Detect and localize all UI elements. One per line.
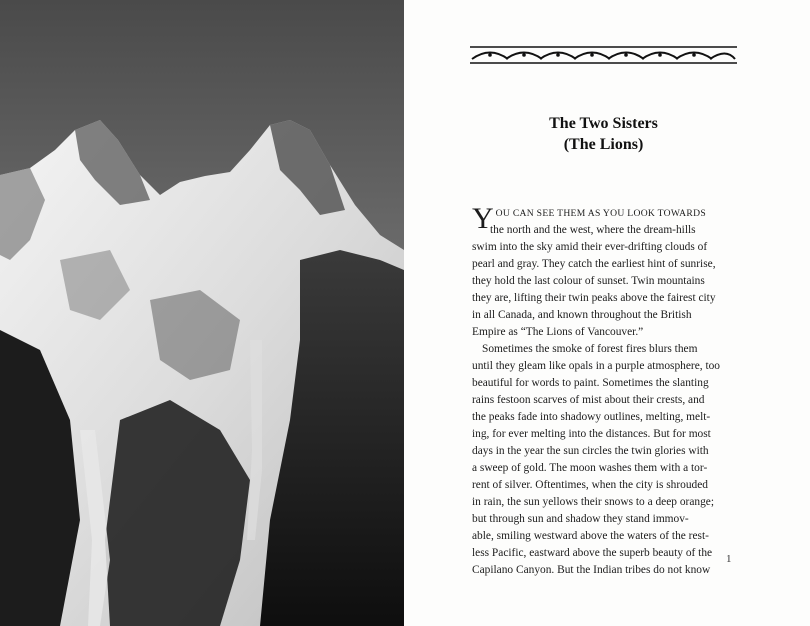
text-line: they hold the last colour of sunset. Twin mountains xyxy=(472,275,705,287)
mountain-photograph xyxy=(0,0,404,626)
text-line: swim into the sky amid their ever-drifting clouds of xyxy=(472,241,708,253)
text-line: but through sun and shadow they stand immov- xyxy=(472,513,689,525)
text-line: the north and the west, where the dream-hills xyxy=(490,224,696,236)
text-line: days in the year the sun circles the twin glories with xyxy=(472,445,709,457)
chapter-body xyxy=(472,202,738,579)
drop-cap: Y xyxy=(472,202,494,235)
chapter-title: The Two Sisters xyxy=(549,115,658,132)
text-line: they are, lifting their twin peaks above the fairest city xyxy=(472,292,716,304)
text-line: a sweep of gold. The moon washes them with a tor- xyxy=(472,462,708,474)
text-line: able, smiling westward above the waters of the rest- xyxy=(472,530,709,542)
decorative-border-ornament xyxy=(470,46,737,64)
text-line: in rain, the sun yellows their snows to a deep orange; xyxy=(472,496,714,508)
text-line: Sometimes the smoke of forest fires blurs them xyxy=(482,343,698,355)
text-line: in all Canada, and known throughout the British xyxy=(472,309,692,321)
text-line: rains festoon scarves of mist about their crests, and xyxy=(472,394,705,406)
text-line: the peaks fade into shadowy outlines, melting, melt- xyxy=(472,411,711,423)
text-line: less Pacific, eastward above the superb beauty of the xyxy=(472,547,713,559)
chapter-subtitle: (The Lions) xyxy=(563,136,644,153)
text-line: until they gleam like opals in a purple atmosphere, too xyxy=(472,360,721,372)
text-line: ing, for ever melting into the distances. But for most xyxy=(472,428,711,440)
text-line: Empire as “The Lions of Vancouver.” xyxy=(472,326,644,338)
text-line: Capilano Canyon. But the Indian tribes do not know xyxy=(472,564,711,576)
opening-small-caps: OU CAN SEE THEM AS YOU LOOK TOWARDS xyxy=(495,208,706,219)
page-number: 1 xyxy=(726,553,732,565)
text-line: beautiful for words to paint. Sometimes the slanting xyxy=(472,377,709,389)
text-line: pearl and gray. They catch the earliest hint of sunrise, xyxy=(472,258,716,270)
text-line: rent of silver. Oftentimes, when the city is shrouded xyxy=(472,479,708,491)
